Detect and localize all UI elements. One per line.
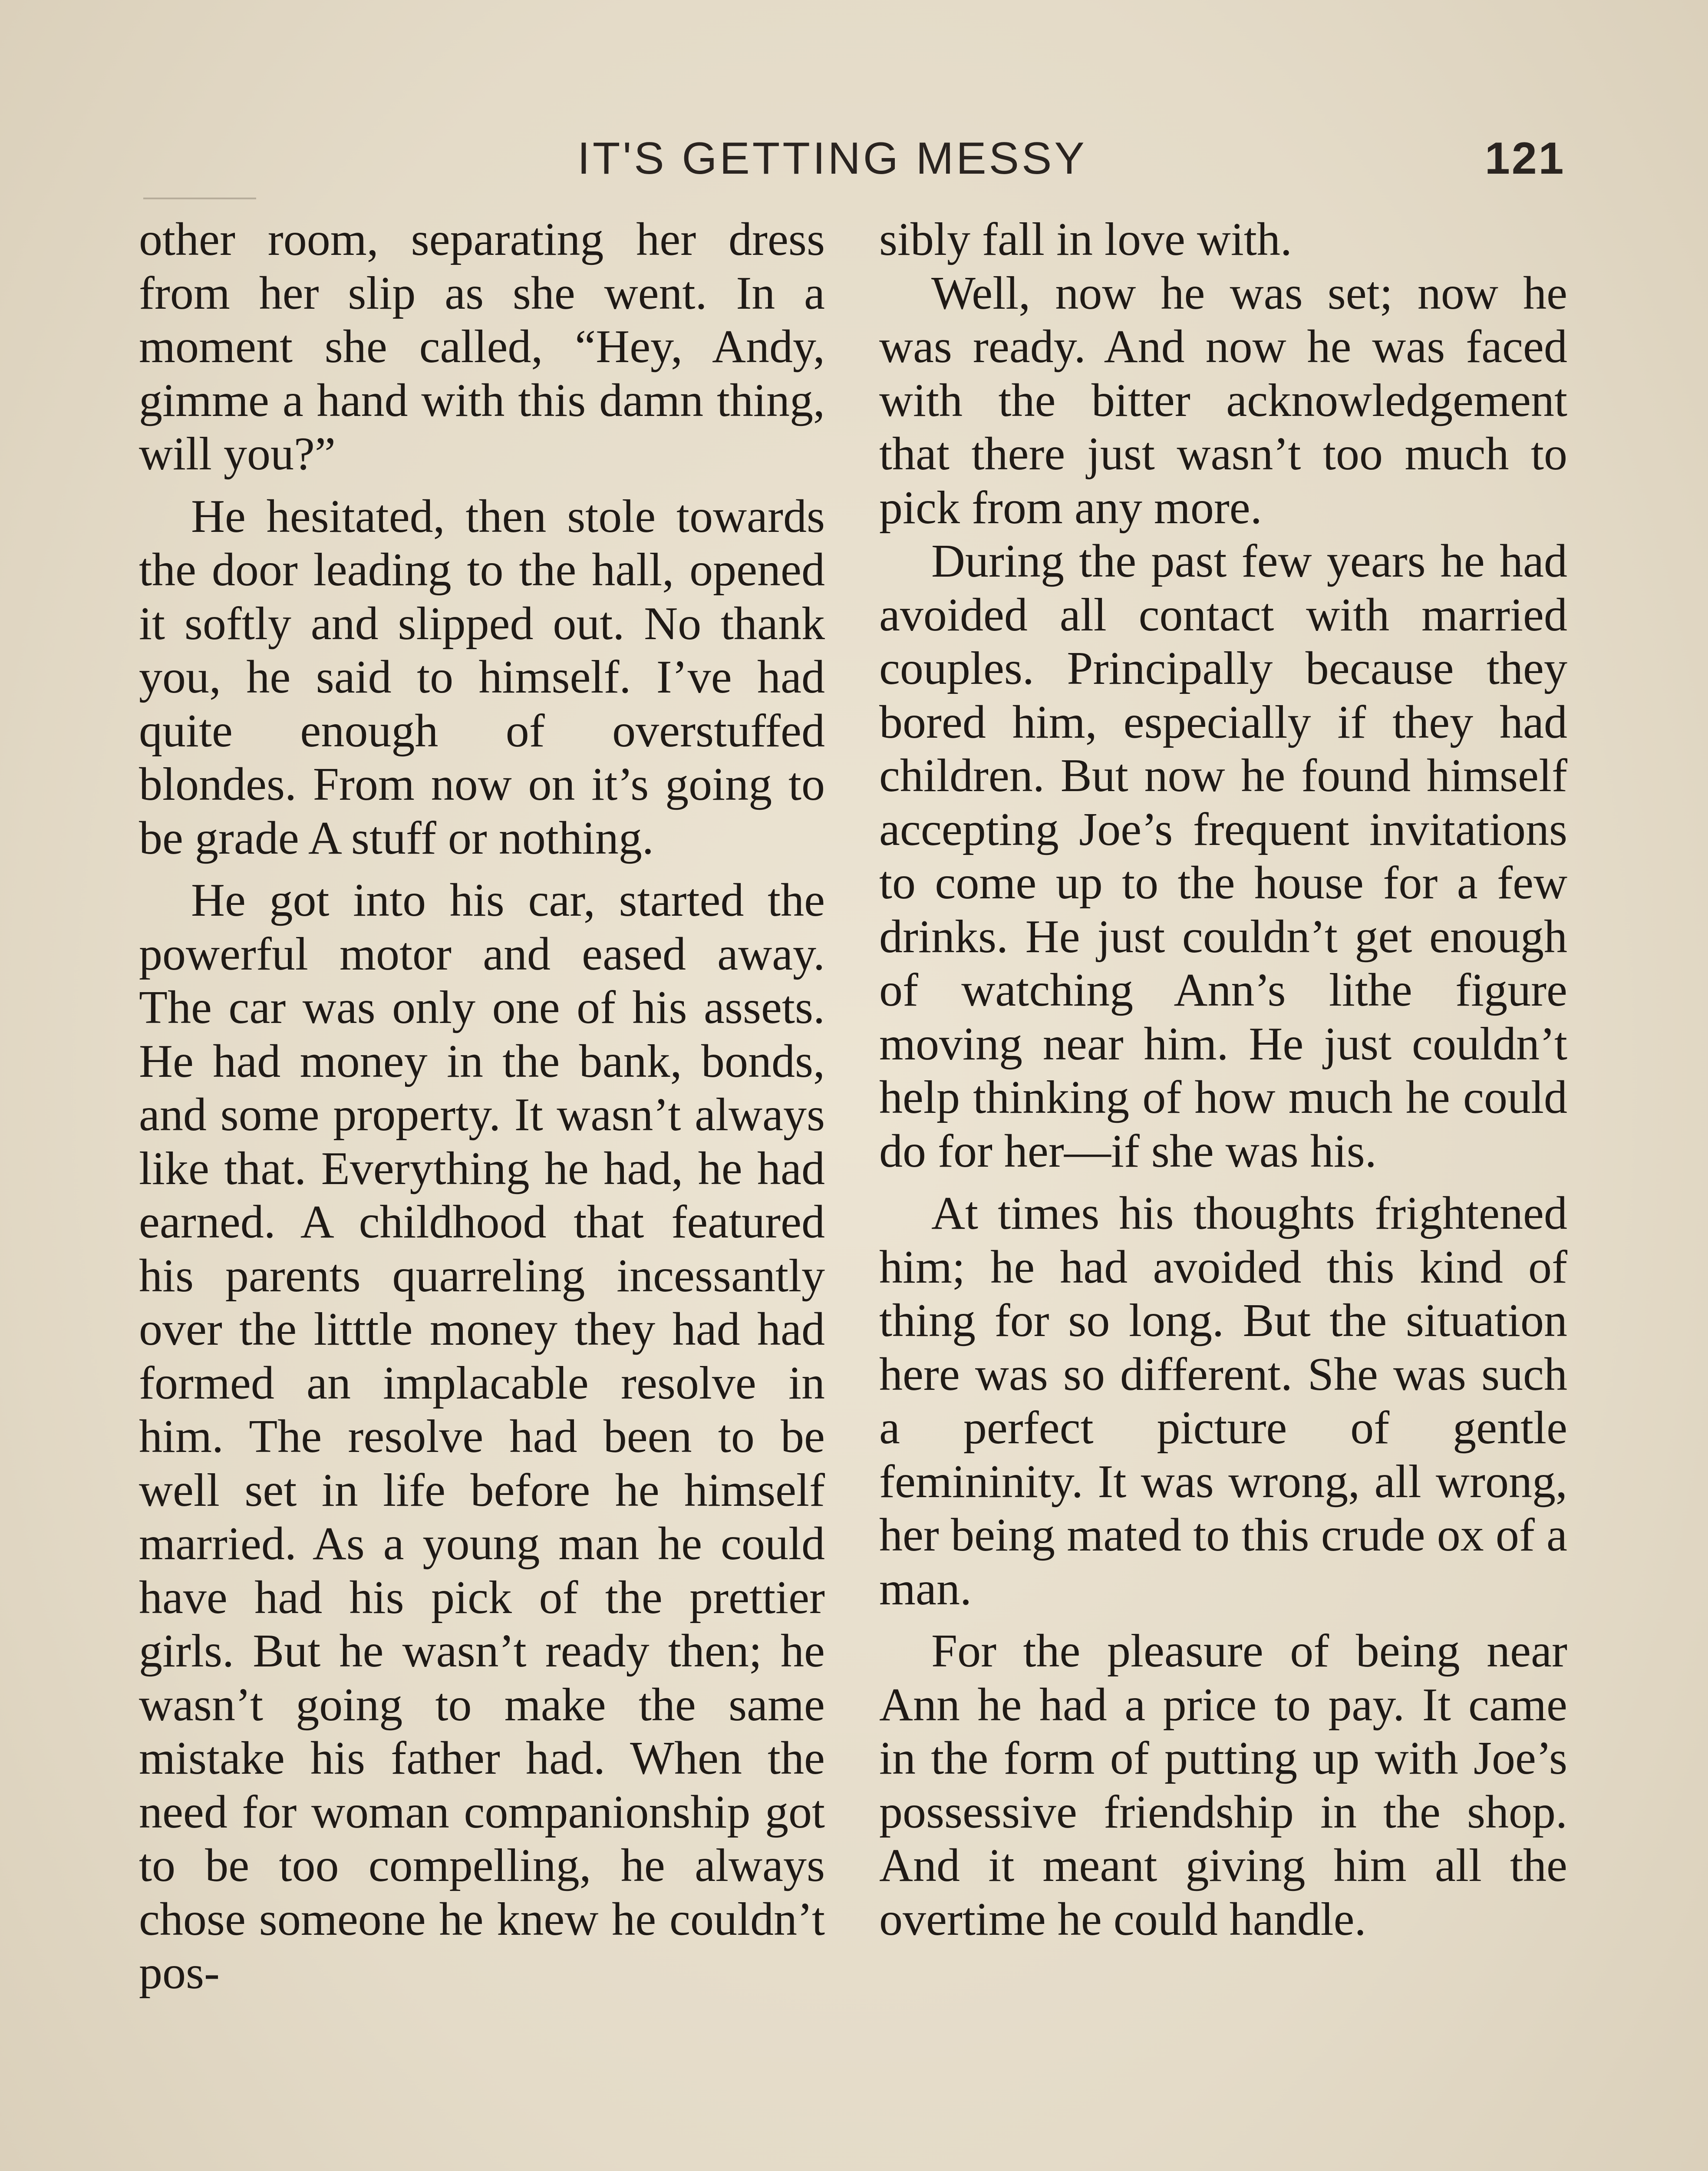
paragraph: other room, separating her dress from her slip as she went. In a moment she called, “Hey, Andy, gimme a hand with this damn thing, will you?” [139,214,825,480]
paragraph: sibly fall in love with. [879,214,1292,265]
paragraph: During the past few years he had avoided all contact with married couples. Principally because they bored him, especially if they had children. But now he found himself accepting Joe’s frequent invitations to come up to the house for a few drinks. He just couldn’t get enough of watching Ann’s lithe figure moving near him. He just couldn’t help thinking of how much he could do for her—if she was his. [879,535,1567,1177]
right-column [879,213,1567,1946]
paragraph: He got into his car, started the powerful motor and eased away. The car was only one of his assets. He had money in the bank, bonds, and some property. It wasn’t always like that. Everything he had, he had earned. A childhood that featured his parents quarreling incessantly over the litttle money they had had formed an implacable resolve in him. The resolve had been to be well set in life before he himself married. As a young man he could have had his pick of the prettier girls. But he wasn’t ready then; he wasn’t going to make the same mistake his father had. When the need for woman companionship got to be too compelling, he always chose someone he knew he couldn’t pos- [139,874,825,1999]
paragraph: Well, now he was set; now he was ready. And now he was faced with the bitter acknowledgement that there just wasn’t too much to pick from any more. [879,267,1567,534]
print-mark [143,198,256,199]
left-column [139,213,825,2000]
running-title: IT'S GETTING MESSY [577,133,1087,184]
paragraph: He hesitated, then stole towards the door leading to the hall, opened it softly and slipped out. No thank you, he said to himself. I’ve had quite enough of overstuffed blondes. From now on it’s going to be grade A stuff or nothing. [139,490,825,864]
page-number: 121 [1485,133,1566,184]
paragraph: For the pleasure of being near Ann he had a price to pay. It came in the form of putting up with Joe’s possessive friendship in the shop. And it meant giving him all the overtime he could handle. [879,1625,1567,1945]
paragraph: At times his thoughts frightened him; he had avoided this kind of thing for so long. But the situation here was so different. She was such a perfect picture of gentle femininity. It was wrong, all wrong, her being mated to this crude ox of a man. [879,1188,1567,1615]
page-header [0,130,1708,187]
